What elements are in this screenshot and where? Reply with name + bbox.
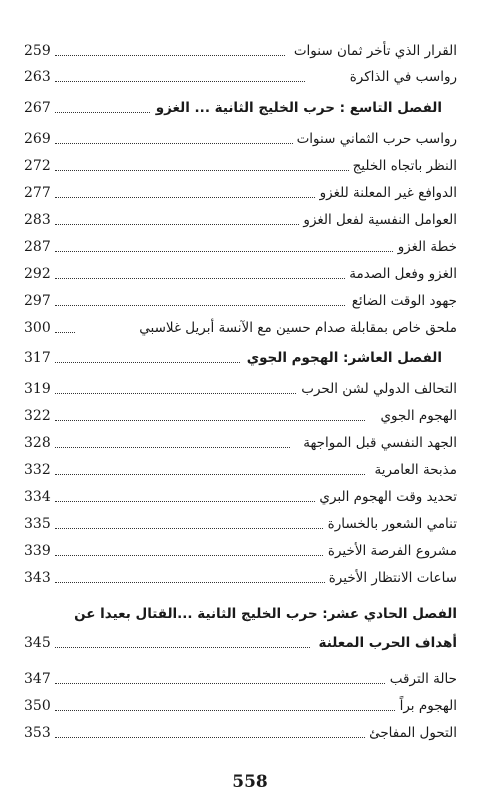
page-number: 558: [232, 772, 268, 792]
page-ref: 317: [24, 350, 51, 366]
page-ref: 328: [24, 435, 51, 451]
toc-entry: [0, 664, 500, 690]
dot-leader: [55, 55, 285, 56]
toc-entry: [0, 563, 500, 589]
toc-entry: [0, 62, 500, 88]
dot-leader: [55, 143, 305, 144]
page-ref: 322: [24, 408, 51, 424]
toc-entry: [0, 691, 500, 717]
page-ref: 350: [24, 698, 51, 714]
dot-leader: [55, 683, 385, 684]
dot-leader: [55, 170, 375, 171]
dot-leader: [55, 555, 325, 556]
entry-title: الهجوم براً: [396, 697, 457, 715]
entry-title: رواسب حرب الثماني سنوات: [293, 130, 457, 148]
chapter-heading: [0, 343, 500, 369]
entry-title: مشروع الفرصة الأخيرة: [324, 542, 457, 560]
toc-entry: [0, 205, 500, 231]
dot-leader: [55, 447, 290, 448]
dot-leader: [55, 474, 365, 475]
page-ref: 332: [24, 462, 51, 478]
entry-title: الهجوم الجوي: [376, 407, 457, 425]
toc-entry: [0, 536, 500, 562]
page-ref: 347: [24, 671, 51, 687]
page-ref: 283: [24, 212, 51, 228]
entry-title: الدوافع غير المعلنة للغزو: [316, 184, 457, 202]
page-ref: 339: [24, 543, 51, 559]
dot-leader: [55, 393, 310, 394]
entry-title: تحديد وقت الهجوم البري: [315, 488, 457, 506]
toc-entry: [0, 482, 500, 508]
dot-leader: [55, 305, 345, 306]
dot-leader: [55, 332, 75, 333]
page-ref: 319: [24, 381, 51, 397]
dot-leader: [55, 420, 365, 421]
entry-title: خطة الغزو: [394, 238, 457, 256]
chapter-heading: [0, 93, 500, 119]
page-ref: 259: [24, 43, 51, 59]
dot-leader: [55, 112, 150, 113]
page-ref: 343: [24, 570, 51, 586]
page-ref: 334: [24, 489, 51, 505]
entry-title: العوامل النفسية لفعل الغزو: [299, 211, 457, 229]
entry-title: حالة الترقب: [386, 670, 457, 688]
page-ref: 353: [24, 725, 51, 741]
dot-leader: [55, 501, 315, 502]
toc-entry: [0, 718, 500, 744]
entry-title: القرار الذي تأخر ثمان سنوات: [290, 42, 457, 60]
page-ref: 335: [24, 516, 51, 532]
dot-leader: [55, 197, 325, 198]
entry-title: جهود الوقت الضائع: [348, 292, 457, 310]
page-ref: 297: [24, 293, 51, 309]
page-ref: 287: [24, 239, 51, 255]
toc-entry: [0, 232, 500, 258]
toc-entry: [0, 455, 500, 481]
dot-leader: [55, 582, 325, 583]
dot-leader: [55, 278, 355, 279]
chapter-title-line2: أهداف الحرب المعلنة: [315, 634, 457, 652]
entry-title: ملحق خاص بمقابلة صدام حسين مع الآنسة أبريل غلاسبي: [135, 319, 457, 337]
toc-entry: [0, 286, 500, 312]
dot-leader: [55, 737, 375, 738]
toc-entry: [0, 401, 500, 427]
entry-title: الغزو وفعل الصدمة: [345, 265, 457, 283]
entry-title: التحول المفاجئ: [365, 724, 457, 742]
page-ref: 263: [24, 69, 51, 85]
toc-entry: [0, 36, 500, 62]
entry-title: رواسب في الذاكرة: [346, 68, 457, 86]
toc-entry: [0, 509, 500, 535]
chapter-heading-line1: الفصل الحادي عشر: حرب الخليج الثانية ...القتال بعيدا عن: [74, 606, 457, 622]
page-ref: 269: [24, 131, 51, 147]
page-ref: 345: [24, 635, 51, 651]
page-ref: 300: [24, 320, 51, 336]
page-ref: 267: [24, 100, 51, 116]
dot-leader: [55, 251, 405, 252]
toc-entry: [0, 178, 500, 204]
dot-leader: [55, 647, 310, 648]
dot-leader: [55, 528, 325, 529]
dot-leader: [55, 224, 315, 225]
entry-title: التحالف الدولي لشن الحرب: [297, 380, 457, 398]
toc-entry: [0, 428, 500, 454]
chapter-title: الفصل العاشر: الهجوم الجوي: [243, 349, 442, 367]
page-ref: 277: [24, 185, 51, 201]
page-ref: 292: [24, 266, 51, 282]
chapter-heading: [0, 628, 500, 654]
entry-title: ساعات الانتظار الأخيرة: [325, 569, 457, 587]
dot-leader: [55, 710, 395, 711]
toc-entry: [0, 259, 500, 285]
chapter-title: الفصل التاسع : حرب الخليج الثانية ... الغزو: [152, 99, 442, 117]
entry-title: الجهد النفسي قبل المواجهة: [299, 434, 457, 452]
entry-title: مذبحة العامرية: [371, 461, 457, 479]
toc-entry: [0, 151, 500, 177]
dot-leader: [55, 81, 305, 82]
toc-entry: [0, 124, 500, 150]
dot-leader: [55, 362, 240, 363]
entry-title: تنامي الشعور بالخسارة: [324, 515, 457, 533]
toc-entry: [0, 313, 500, 339]
toc-entry: [0, 374, 500, 400]
page-ref: 272: [24, 158, 51, 174]
entry-title: النظر باتجاه الخليج: [349, 157, 457, 175]
